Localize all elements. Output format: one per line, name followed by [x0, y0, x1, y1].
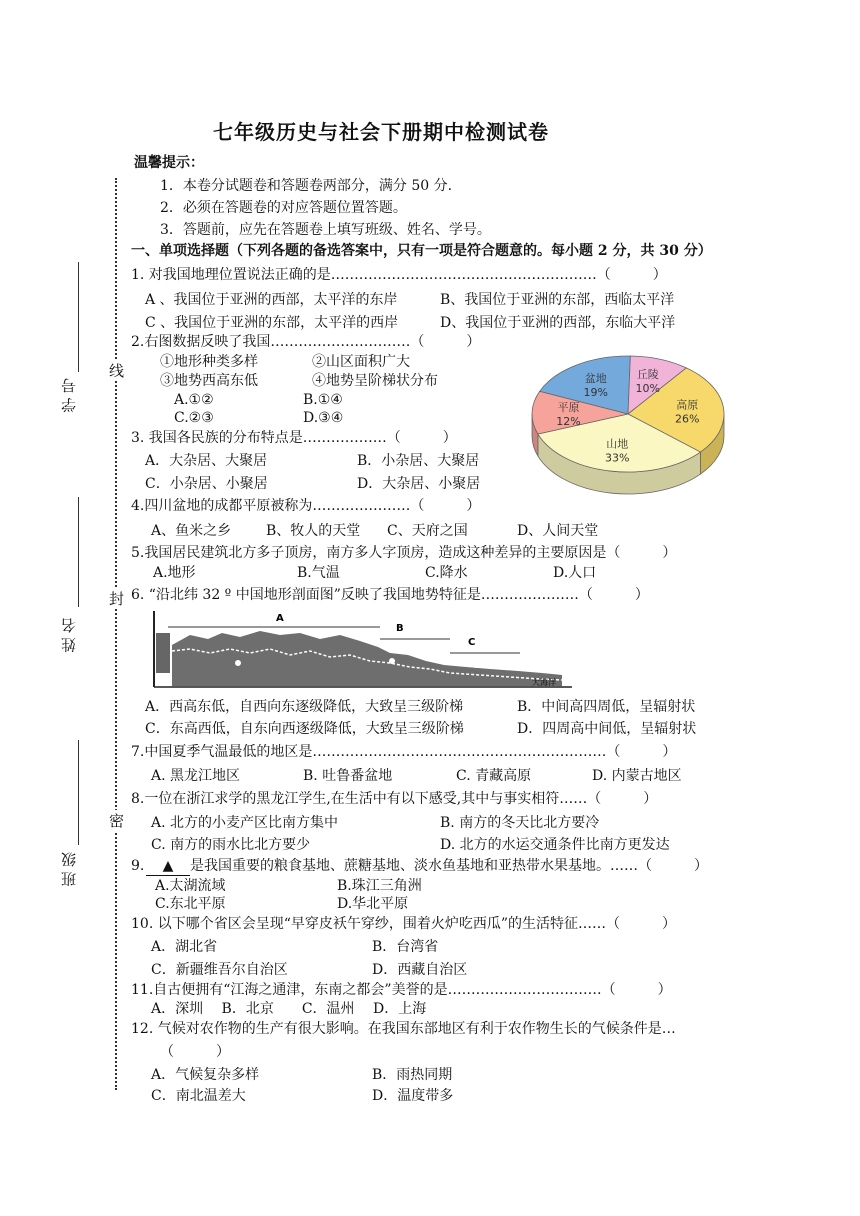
student-id-line — [78, 262, 79, 372]
q3-stem: 3. 我国各民族的分布特点是………………（ ） — [131, 430, 457, 446]
profile-label-b: B — [396, 623, 404, 634]
q2-stem: 2.右图数据反映了我国…………………………（ ） — [131, 334, 481, 350]
q10-stem: 10. 以下哪个省区会呈现“早穿皮袄午穿纱，围着火炉吃西瓜”的生活特征……（ ） — [131, 916, 677, 932]
binding-char-feng: 封 — [109, 590, 125, 608]
q5-option-a: A.地形 — [153, 565, 196, 581]
q5-option-d: D.人口 — [553, 565, 597, 581]
q3-option-c: C．小杂居、小聚居 — [145, 476, 268, 492]
class-label: 班 级 — [60, 852, 78, 887]
profile-label-c: C — [468, 637, 476, 648]
q7-option-d: D. 内蒙古地区 — [592, 768, 682, 784]
q3-option-b: B．小杂居、大聚居 — [357, 453, 480, 469]
binding-char-xian: 线 — [109, 362, 125, 380]
profile-label-a: A — [276, 613, 284, 624]
q2-item: ④地势呈阶梯状分布 — [312, 373, 438, 389]
q2-item: ①地形种类多样 — [160, 354, 258, 370]
q8-stem: 8.一位在浙江求学的黑龙江学生,在生活中有以下感受,其中与事实相符……（ ） — [131, 791, 658, 807]
q7-stem: 7.中国夏季气温最低的地区是………………………………………………………（ ） — [131, 744, 677, 760]
pie-label-高原: 高原 — [676, 398, 699, 412]
q2-option-a: A.①② — [174, 392, 214, 408]
section-heading: 一、单项选择题（下列各题的备选答案中，只有一项是符合题意的。每小题 2 分，共 30 分） — [131, 243, 712, 259]
q9-number: 9. — [131, 858, 145, 874]
q9-stem: 是我国重要的粮食基地、蔗糖基地、淡水鱼基地和亚热带水果基地。……（ ） — [190, 858, 708, 874]
q8-option-d: D. 北方的水运交通条件比南方更发达 — [440, 837, 670, 853]
pie-value-丘陵: 10% — [635, 382, 660, 396]
q1-option-c: C 、我国位于亚洲的东部，太平洋的西岸 — [145, 315, 399, 331]
q1-stem: 1. 对我国地理位置说法正确的是…………………………………………………（ ） — [131, 267, 667, 283]
q8-option-a: A. 北方的小麦产区比南方集中 — [151, 815, 339, 831]
q2-option-d: D.③④ — [303, 410, 344, 426]
q5-option-c: C.降水 — [425, 565, 468, 581]
q9-option-d: D.华北平原 — [337, 896, 409, 912]
q12-option-c: C．南北温差大 — [151, 1088, 246, 1104]
q3-option-d: D．大杂居、小聚居 — [357, 476, 481, 492]
q4-option-c: C、天府之国 — [387, 523, 468, 539]
profile-right-label: 大海洋 — [532, 678, 556, 687]
q2-item: ②山区面积广大 — [312, 354, 410, 370]
q8-option-b: B. 南方的冬天比北方要冷 — [440, 815, 600, 831]
q6-option-c: C．东高西低，自东向西逐级降低，大致呈三级阶梯 — [145, 721, 464, 737]
tip-item: 3．答题前，应先在答题卷上填写班级、姓名、学号。 — [160, 222, 491, 238]
q7-option-c: C. 青藏高原 — [456, 768, 532, 784]
q2-option-c: C.②③ — [174, 410, 214, 426]
tip-item: 2．必须在答题卷的对应答题位置答题。 — [160, 200, 407, 216]
q9-option-b: B.珠江三角洲 — [337, 878, 422, 894]
q2-option-b: B.①④ — [303, 392, 343, 408]
q6-stem: 6. “沿北纬 32 º 中国地形剖面图”反映了我国地势特征是…………………（ ） — [131, 587, 649, 603]
q4-option-b: B、牧人的天堂 — [266, 523, 361, 539]
terrain-profile-figure — [150, 605, 575, 693]
pie-value-盆地: 19% — [583, 385, 608, 399]
name-line — [78, 497, 79, 607]
q9-option-a: A.太湖流域 — [155, 878, 226, 894]
q1-option-d: D、我国位于亚洲的西部，东临大平洋 — [440, 315, 676, 331]
q12-option-b: B．雨热同期 — [372, 1067, 453, 1083]
q6-option-a: A．西高东低，自西向东逐级降低，大致呈三级阶梯 — [145, 699, 464, 715]
q11-stem: 11.自古便拥有“江海之通津，东南之都会”美誉的是……………………………（ ） — [131, 982, 672, 998]
q9-blank: ▲ — [146, 857, 190, 876]
q10-option-b: B．台湾省 — [372, 939, 439, 955]
q5-stem: 5.我国居民建筑北方多子顶房，南方多人字顶房，造成这种差异的主要原因是（ ） — [131, 545, 677, 561]
q10-option-c: C．新疆维吾尔自治区 — [151, 962, 288, 978]
q3-option-a: A．大杂居、大聚居 — [145, 453, 268, 469]
q4-option-d: D、人间天堂 — [517, 523, 599, 539]
terrain-pie-chart — [528, 352, 728, 497]
pie-label-丘陵: 丘陵 — [636, 368, 659, 382]
q1-option-b: B、我国位于亚洲的东部，西临太平洋 — [440, 292, 675, 308]
pie-label-平原: 平原 — [557, 401, 580, 415]
q9-option-c: C.东北平原 — [155, 896, 226, 912]
q12-option-d: D．温度带多 — [372, 1088, 454, 1104]
tips-heading: 温馨提示： — [134, 155, 204, 171]
q8-option-c: C. 南方的雨水比北方要少 — [151, 837, 311, 853]
pie-label-山地: 山地 — [606, 437, 629, 451]
q10-option-a: A．湖北省 — [151, 939, 218, 955]
q12-option-a: A．气候复杂多样 — [151, 1067, 260, 1083]
q12-answer-paren: （ ） — [160, 1044, 230, 1060]
pie-value-高原: 26% — [674, 412, 700, 426]
pie-value-平原: 12% — [556, 415, 581, 429]
q6-option-d: D．四周高中间低，呈辐射状 — [517, 721, 697, 737]
binding-dotted-line — [115, 178, 117, 1090]
student-id-label: 学 号 — [60, 378, 78, 413]
q4-stem: 4.四川盆地的成都平原被称为…………………（ ） — [131, 498, 481, 514]
class-line — [78, 740, 79, 845]
q4-option-a: A、鱼米之乡 — [151, 523, 232, 539]
binding-char-mi: 密 — [109, 812, 125, 830]
name-label: 姓 名 — [60, 618, 78, 653]
q1-option-a: A 、我国位于亚洲的西部，太平洋的东岸 — [145, 292, 398, 308]
q7-option-b: B. 吐鲁番盆地 — [303, 768, 393, 784]
q12-stem: 12. 气候对农作物的生产有很大影响。在我国东部地区有利于农作物生长的气候条件是… — [131, 1021, 676, 1037]
page-title: 七年级历史与社会下册期中检测试卷 — [213, 120, 549, 144]
q2-item: ③地势西高东低 — [160, 373, 258, 389]
pie-value-山地: 33% — [605, 451, 630, 465]
q6-option-b: B．中间高四周低，呈辐射状 — [517, 699, 696, 715]
pie-label-盆地: 盆地 — [584, 371, 607, 385]
tip-item: 1．本卷分试题卷和答题卷两部分，满分 50 分. — [160, 178, 453, 194]
q5-option-b: B.气温 — [297, 565, 340, 581]
q11-options: A．深圳 B．北京 C．温州 D．上海 — [151, 1001, 427, 1017]
q10-option-d: D．西藏自治区 — [372, 962, 468, 978]
q7-option-a: A. 黑龙江地区 — [151, 768, 241, 784]
